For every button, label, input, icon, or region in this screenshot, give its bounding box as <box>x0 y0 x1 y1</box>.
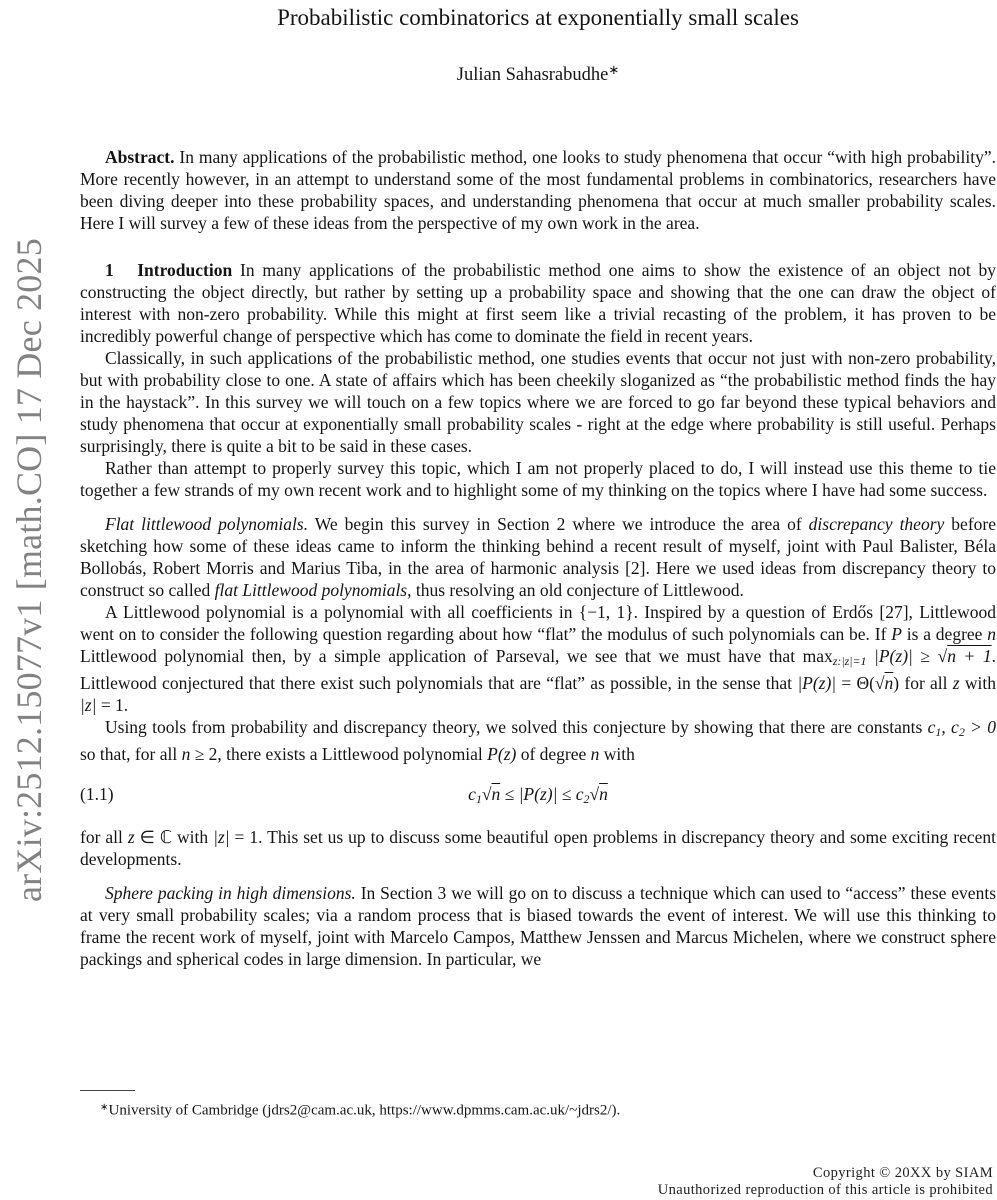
paragraph-using-tools: Using tools from probability and discrepancy theory, we solved this conjecture by showing that there are constants c1, c2 > 0 so that, for all n ≥ 2, there exists a Littlewood polynomial P(z) of degree n with <box>80 716 996 764</box>
footnote-rule <box>80 1090 135 1091</box>
page-content <box>80 0 996 970</box>
paragraph-flat-littlewood: Flat littlewood polynomials. We begin this survey in Section 2 where we introduce the area of discrepancy theory before sketching how some of these ideas came to inform the thinking behind a recent result of myself, joint with Paul Balister, Béla Bollobás, Robert Morris and Marius Tiba, in the area of harmonic analysis [2]. Here we used ideas from discrepancy theory to construct so called flat Littlewood polynomials, thus resolving an old conjecture of Littlewood. <box>80 513 996 600</box>
equation-1-1 <box>80 781 996 812</box>
equation-tag: (1.1) <box>80 783 114 804</box>
introduction-section-paragraph: 1 Introduction In many applications of the probabilistic method one aims to show the existence of an object not by constructing the object directly, but rather by setting up a probability space and showing that the one can draw the object of interest with non-zero probability. While this might at first seem like a trivial recasting of the problem, it has proven to be incredibly powerful change of perspective which has come to dominate the field in recent years. <box>80 259 997 346</box>
paragraph-rather: Rather than attempt to properly survey this topic, which I am not properly placed to do, I will instead use this theme to tie together a few strands of my own recent work and to highlight some of my thinking on the topics where I have had some success. <box>80 457 996 500</box>
author <box>80 59 996 86</box>
author-name: Julian Sahasrabudhe <box>456 64 609 85</box>
abstract-paragraph: Abstract. In many applications of the probabilistic method, one looks to study phenomena that occur “with high probability”. More recently however, in an attempt to understand some of the most fundamental problems in combinatorics, researchers have been diving deeper into these probability spaces, and understanding phenomena that occur at much smaller probability scales. Here I will survey a few of these ideas from the perspective of my own work in the area. <box>80 146 996 233</box>
paragraph-for-all: for all z ∈ ℂ with |z| = 1. This set us up to discuss some beautiful open problems in discrepancy theory and some exciting recent developments. <box>80 826 996 869</box>
copyright-notice <box>658 1165 993 1199</box>
paragraph-littlewood-definition: A Littlewood polynomial is a polynomial with all coefficients in {−1, 1}. Inspired by a question of Erdős [27], Littlewood went on to consider the following question regarding about how “flat” the modulus of such polynomials can be. If P is a degree n Littlewood polynomial then, by a simple application of Parseval, we see that we must have that maxz:|z|=1 |P(z)| ≥ √n + 1. Littlewood conjectured that there exist such polynomials that are “flat” as possible, in the sense that |P(z)| = Θ(√n) for all z with |z| = 1. <box>80 601 996 715</box>
copyright-line1: Copyright © 20XX by SIAM <box>812 1165 993 1181</box>
paper-title: Probabilistic combinatorics at exponentially small scales <box>277 5 799 30</box>
copyright-line2: Unauthorized reproduction of this article is prohibited <box>657 1182 993 1198</box>
equation-formula: c1√n ≤ |P(z)| ≤ c2√n <box>468 783 608 806</box>
footnote-text: ∗University of Cambridge (jdrs2@cam.ac.uk, https://www.dpmms.cam.ac.uk/~jdrs2/). <box>100 1102 621 1119</box>
arxiv-stamp: arXiv:2512.15077v1 [math.CO] 17 Dec 2025 <box>9 238 49 902</box>
author-footnote-mark: ∗ <box>608 62 620 77</box>
paragraph-sphere-packing: Sphere packing in high dimensions. In Section 3 we will go on to discuss a technique which can used to “access” these events at very small probability scales; via a random process that is biased towards the event of interest. We will use this thinking to frame the recent work of myself, joint with Marcelo Campos, Matthew Jenssen and Marcus Michelen, where we construct sphere packings and spherical codes in large dimension. In particular, we <box>80 882 997 969</box>
footnote <box>80 1090 996 1121</box>
paragraph-classically: Classically, in such applications of the probabilistic method, one studies events that occur not just with non-zero probability, but with probability close to one. A state of affairs which has been cheekily sloganized as “the probabilistic method finds the hay in the haystack”. In this survey we will touch on a few topics where we are forced to go far beyond these typical behaviors and study phenomena that occur at exponentially small probability scales - right at the edge where probability is still useful. Perhaps surprisingly, there is quite a bit to be said in these cases. <box>80 347 996 456</box>
